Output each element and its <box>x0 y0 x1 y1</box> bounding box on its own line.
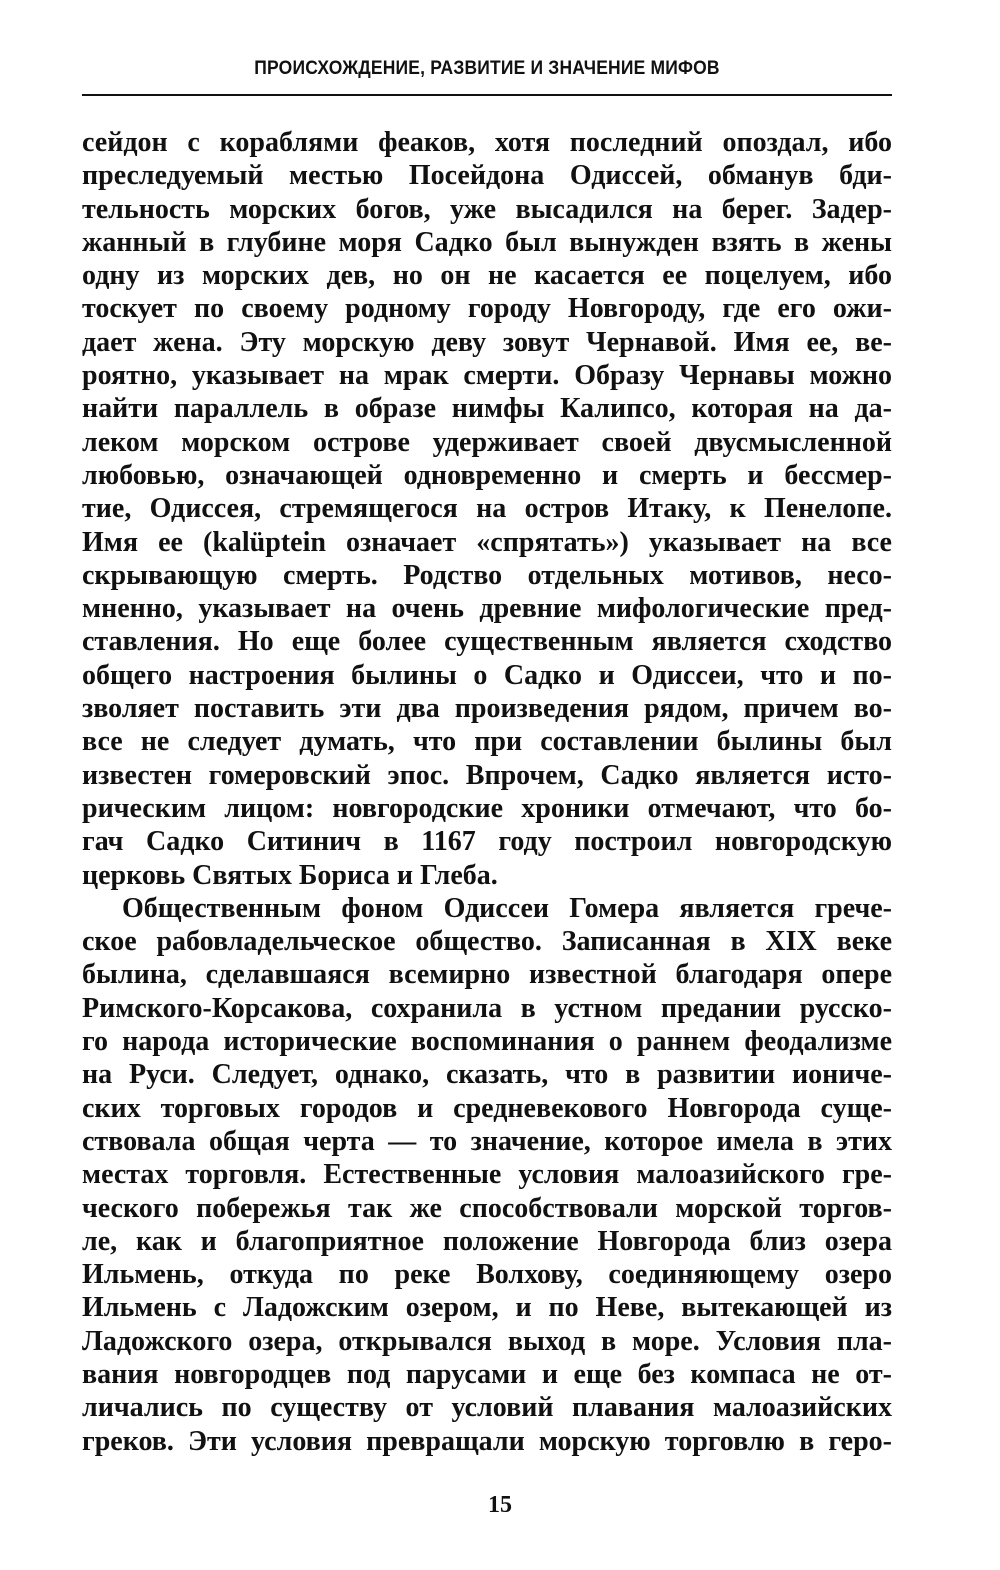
text-line: личались по существу от условий плавания малоазийских <box>82 1392 892 1424</box>
text-line: Имя ее (kalüptein означает «спрятать») указывает на все <box>82 526 892 558</box>
text-line: тие, Одиссея, стремящегося на остров Итаку, к Пенелопе. <box>82 493 892 525</box>
text-line: тельность морских богов, уже высадился на берег. Задер- <box>82 193 892 225</box>
text-line: Римского-Корсакова, сохранила в устном предании русско- <box>82 992 892 1024</box>
text-line: гач Садко Ситинич в 1167 году построил новгородскую <box>82 826 892 858</box>
running-head: ПРОИСХОЖДЕНИЕ, РАЗВИТИЕ И ЗНАЧЕНИЕ МИФОВ <box>254 58 720 79</box>
text-line: Ильмень, откуда по реке Волхову, соединяющему озеро <box>82 1259 892 1291</box>
text-line: ставления. Но еще более существенным является сходство <box>82 626 892 658</box>
text-line: ле, как и благоприятное положение Новгорода близ озера <box>82 1225 892 1257</box>
text-line: все не следует думать, что при составлении былины был <box>82 726 892 758</box>
text-line: мненно, указывает на очень древние мифологические пред- <box>82 593 892 625</box>
body-text <box>82 126 892 1458</box>
text-line: ствовала общая черта — то значение, которое имела в этих <box>82 1125 892 1157</box>
text-line: ское рабовладельческое общество. Записанная в XIX веке <box>82 926 892 958</box>
text-line: роятно, указывает на мрак смерти. Образу Чернавы можно <box>82 360 892 392</box>
text-line: жанный в глубине моря Садко был вынужден взять в жены <box>82 226 892 258</box>
text-line: любовью, означающей одновременно и смерть и бессмер- <box>82 459 892 491</box>
text-line: известен гомеровский эпос. Впрочем, Садко является исто- <box>82 759 892 791</box>
text-line: зволяет поставить эти два произведения рядом, причем во- <box>82 693 892 725</box>
text-line: преследуемый местью Посейдона Одиссей, обманув бди- <box>82 160 892 192</box>
text-line: греков. Эти условия превращали морскую торговлю в геро- <box>82 1425 892 1457</box>
text-line: сейдон с кораблями феаков, хотя последний опоздал, ибо <box>82 127 892 158</box>
header-rule <box>82 94 892 96</box>
text-line: ческого побережья так же способствовали морской торгов- <box>82 1192 892 1224</box>
text-line: Ладожского озера, открывался выход в море. Условия пла- <box>82 1325 892 1357</box>
text-line: вания новгородцев под парусами и еще без компаса не от- <box>82 1358 892 1390</box>
text-line: на Руси. Следует, однако, сказать, что в развитии иониче- <box>82 1059 892 1091</box>
text-line: церковь Святых Бориса и Глеба. <box>82 859 498 891</box>
text-line: скрывающую смерть. Родство отдельных мотивов, несо- <box>82 559 892 591</box>
text-line: тоскует по своему родному городу Новгороду, где его ожи- <box>82 293 892 325</box>
text-line: го народа исторические воспоминания о раннем феодализме <box>82 1026 892 1058</box>
page-number: 15 <box>488 1492 512 1518</box>
text-line: общего настроения былины о Садко и Одиссеи, что и по- <box>82 659 892 691</box>
text-line: местах торговля. Естественные условия малоазийского гре- <box>82 1159 892 1191</box>
text-line: найти параллель в образе нимфы Калипсо, которая на да- <box>82 393 892 425</box>
paragraph-2 <box>82 892 892 1458</box>
text-line: ских торговых городов и средневекового Новгорода суще- <box>82 1092 892 1124</box>
text-line: былина, сделавшаяся всемирно известной благодаря опере <box>82 959 892 991</box>
text-line: дает жена. Эту морскую деву зовут Чернавой. Имя ее, ве- <box>82 326 892 358</box>
text-line: одну из морских дев, но он не касается ее поцелуем, ибо <box>82 260 892 292</box>
text-line: рическим лицом: новгородские хроники отмечают, что бо- <box>82 792 892 824</box>
text-line: леком морском острове удерживает своей двусмысленной <box>82 426 892 458</box>
paragraph-1 <box>82 126 892 892</box>
text-line: Общественным фоном Одиссеи Гомера является грече- <box>122 892 892 924</box>
text-line: Ильмень с Ладожским озером, и по Неве, вытекающей из <box>82 1292 892 1324</box>
